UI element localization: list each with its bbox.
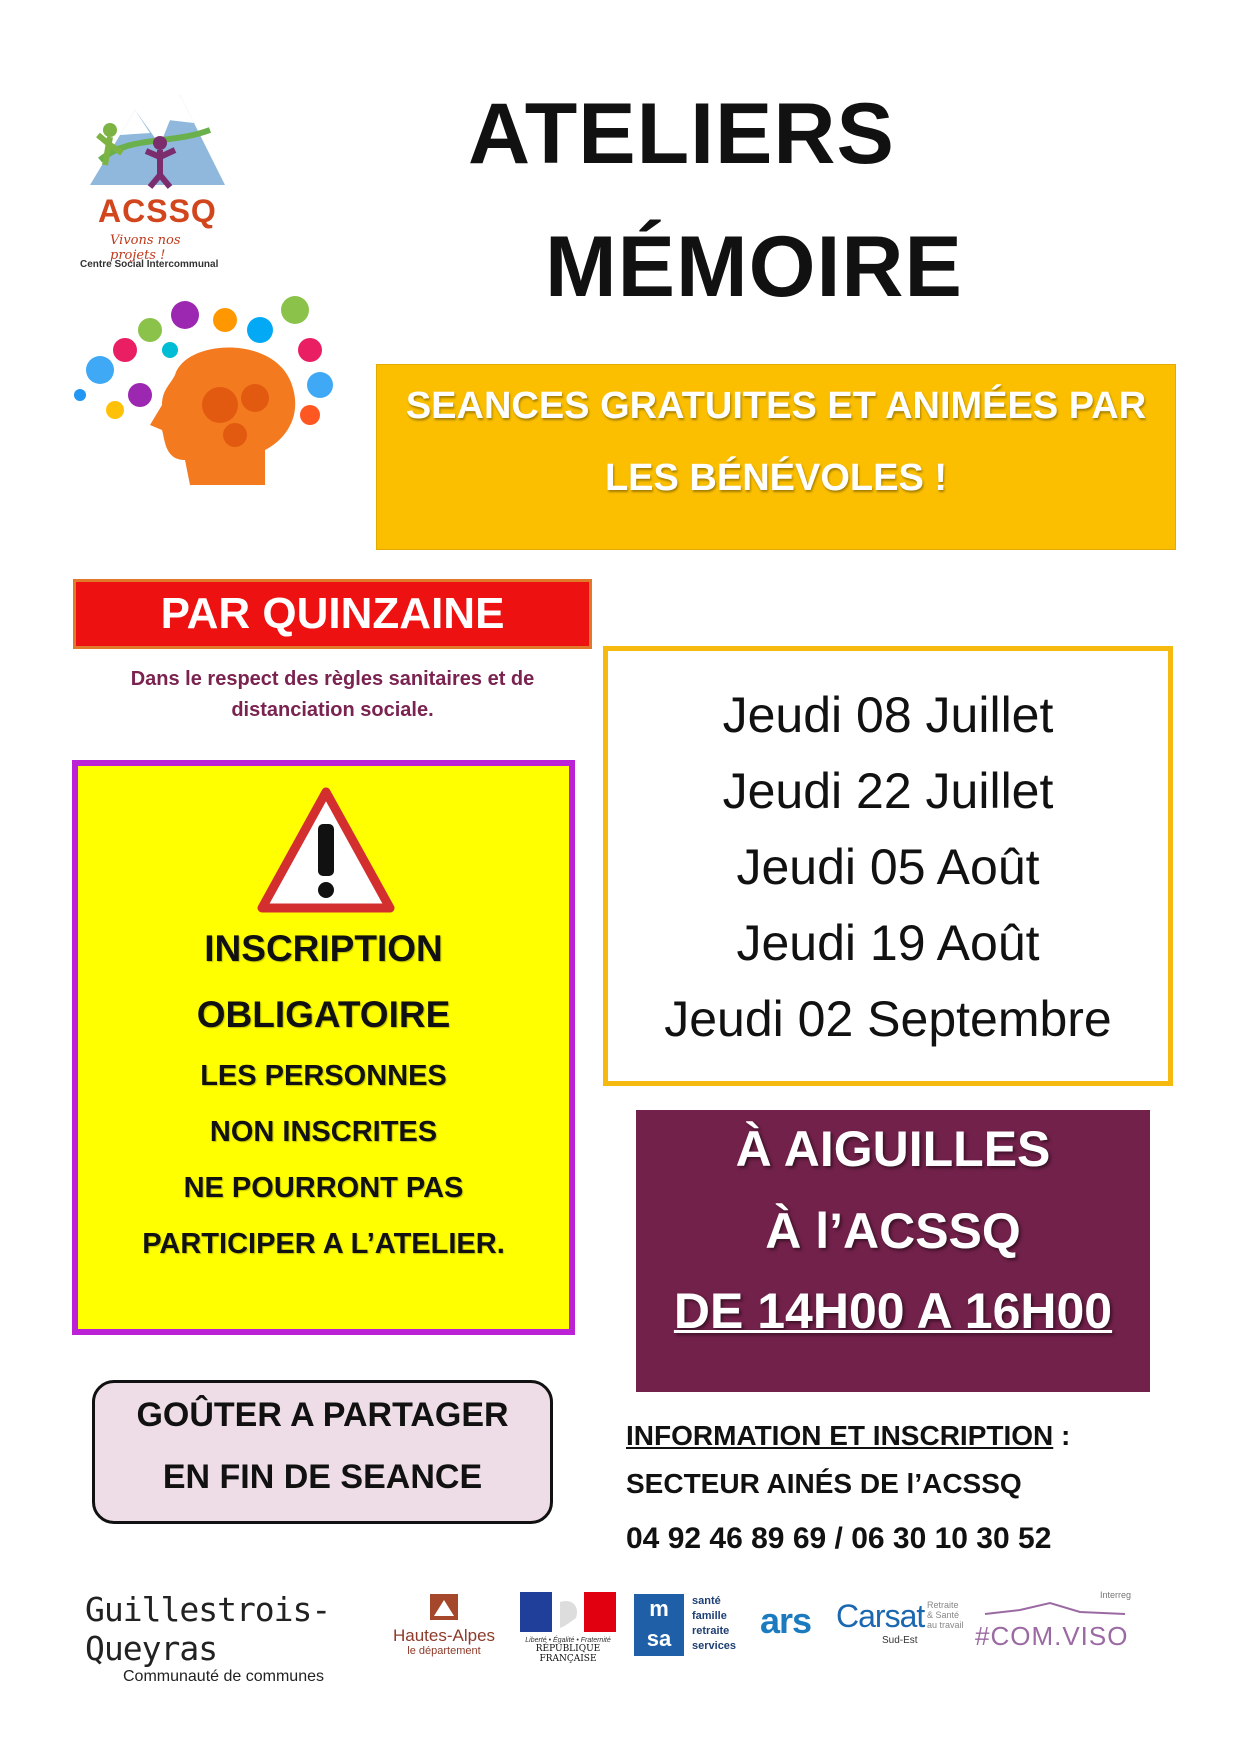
hautes-alpes-logo	[388, 1592, 500, 1657]
brain-head-icon	[70, 290, 340, 490]
comviso-tag: Interreg	[1099, 1590, 1131, 1600]
msa-emblem-icon: m sa	[634, 1594, 684, 1656]
hautes-alpes-emblem-icon	[426, 1592, 462, 1622]
republique-motto: Liberté • Égalité • Fraternité	[525, 1637, 611, 1644]
acssq-logo	[80, 75, 230, 275]
brain-illustration	[70, 290, 340, 490]
location-hours: DE 14H00 A 16H00	[673, 1283, 1113, 1339]
warning-line2: OBLIGATOIRE	[196, 994, 451, 1035]
warning-sign-icon	[256, 786, 396, 916]
msa-logo	[634, 1594, 750, 1656]
hautes-alpes-sub: le département	[407, 1645, 481, 1657]
republique-logo	[518, 1592, 618, 1664]
banner-line2: LES BÉNÉVOLES !	[604, 457, 948, 499]
page-title-line1: ATELIERS	[468, 86, 895, 182]
msa-taglines	[692, 1594, 736, 1654]
snack-line1: GOÛTER A PARTAGER	[136, 1396, 509, 1434]
guillestrois-logo	[85, 1590, 370, 1686]
session-dates-box	[603, 646, 1173, 1086]
warning-line1: INSCRIPTION	[204, 928, 443, 969]
info-heading-text: INFORMATION ET INSCRIPTION	[626, 1420, 1054, 1451]
msa-tag2: famille	[692, 1610, 727, 1622]
acssq-brand: ACSSQ	[98, 193, 217, 229]
ars-name: ars	[760, 1600, 812, 1641]
date-item: Jeudi 19 Août	[736, 915, 1040, 971]
registration-warning-box	[72, 760, 575, 1335]
sanitary-notice	[73, 664, 592, 726]
guillestrois-sub: Communauté de communes	[123, 1668, 324, 1685]
carsat-name: Carsat	[836, 1598, 925, 1634]
guillestrois-name: Guillestrois-Queyras	[85, 1590, 331, 1668]
date-item: Jeudi 08 Juillet	[722, 687, 1054, 743]
carsat-sub3: au travail	[927, 1620, 964, 1630]
comviso-mountain-icon	[975, 1600, 1135, 1616]
carsat-sub2: & Santé	[927, 1610, 960, 1620]
snack-line2: EN FIN DE SEANCE	[162, 1458, 483, 1496]
carsat-sub1: Retraite	[927, 1600, 959, 1610]
mountain-logo-icon	[80, 75, 230, 195]
frequency-badge: PAR QUINZAINE	[73, 579, 592, 649]
location-box	[636, 1110, 1150, 1392]
acssq-subtitle: Centre Social Intercommunal	[80, 259, 219, 270]
carsat-tagline	[927, 1600, 964, 1630]
comviso-logo	[975, 1590, 1145, 1652]
notice-line1: Dans le respect des règles sanitaires et de	[130, 668, 535, 690]
free-sessions-banner	[376, 364, 1176, 550]
msa-tag1: santé	[692, 1595, 721, 1607]
date-item: Jeudi 22 Juillet	[722, 763, 1054, 819]
date-item: Jeudi 02 Septembre	[664, 991, 1112, 1047]
warning-line6: PARTICIPER A L’ATELIER.	[142, 1228, 505, 1260]
info-heading-colon: :	[1053, 1420, 1071, 1451]
info-heading	[626, 1420, 1070, 1452]
ars-logo	[760, 1600, 830, 1642]
carsat-region: Sud-Est	[882, 1635, 918, 1646]
location-line1: À AIGUILLES	[735, 1121, 1051, 1177]
date-item: Jeudi 05 Août	[736, 839, 1040, 895]
page-title-line2: MÉMOIRE	[545, 219, 963, 315]
acssq-tagline: Vivons nos projets !	[110, 233, 181, 263]
snack-box	[92, 1380, 553, 1524]
republique-name: RÉPUBLIQUE FRANÇAISE	[535, 1644, 601, 1664]
marianne-flag-icon	[520, 1592, 616, 1632]
info-phones: 04 92 46 89 69 / 06 30 10 30 52	[626, 1522, 1052, 1555]
carsat-logo	[836, 1598, 968, 1646]
location-line2: À l’ACSSQ	[765, 1203, 1021, 1259]
comviso-name: #COM.VISO	[975, 1621, 1129, 1651]
warning-line4: NON INSCRITES	[209, 1116, 438, 1148]
warning-line3: LES PERSONNES	[200, 1060, 447, 1092]
msa-tag4: services	[692, 1640, 737, 1652]
info-sector: SECTEUR AINÉS DE l’ACSSQ	[626, 1468, 1022, 1499]
notice-line2: distanciation sociale.	[231, 699, 434, 721]
banner-line1: SEANCES GRATUITES ET ANIMÉES PAR	[405, 385, 1147, 427]
msa-tag3: retraite	[692, 1625, 730, 1637]
hautes-alpes-name: Hautes-Alpes	[392, 1626, 496, 1645]
warning-line5: NE POURRONT PAS	[183, 1172, 464, 1204]
